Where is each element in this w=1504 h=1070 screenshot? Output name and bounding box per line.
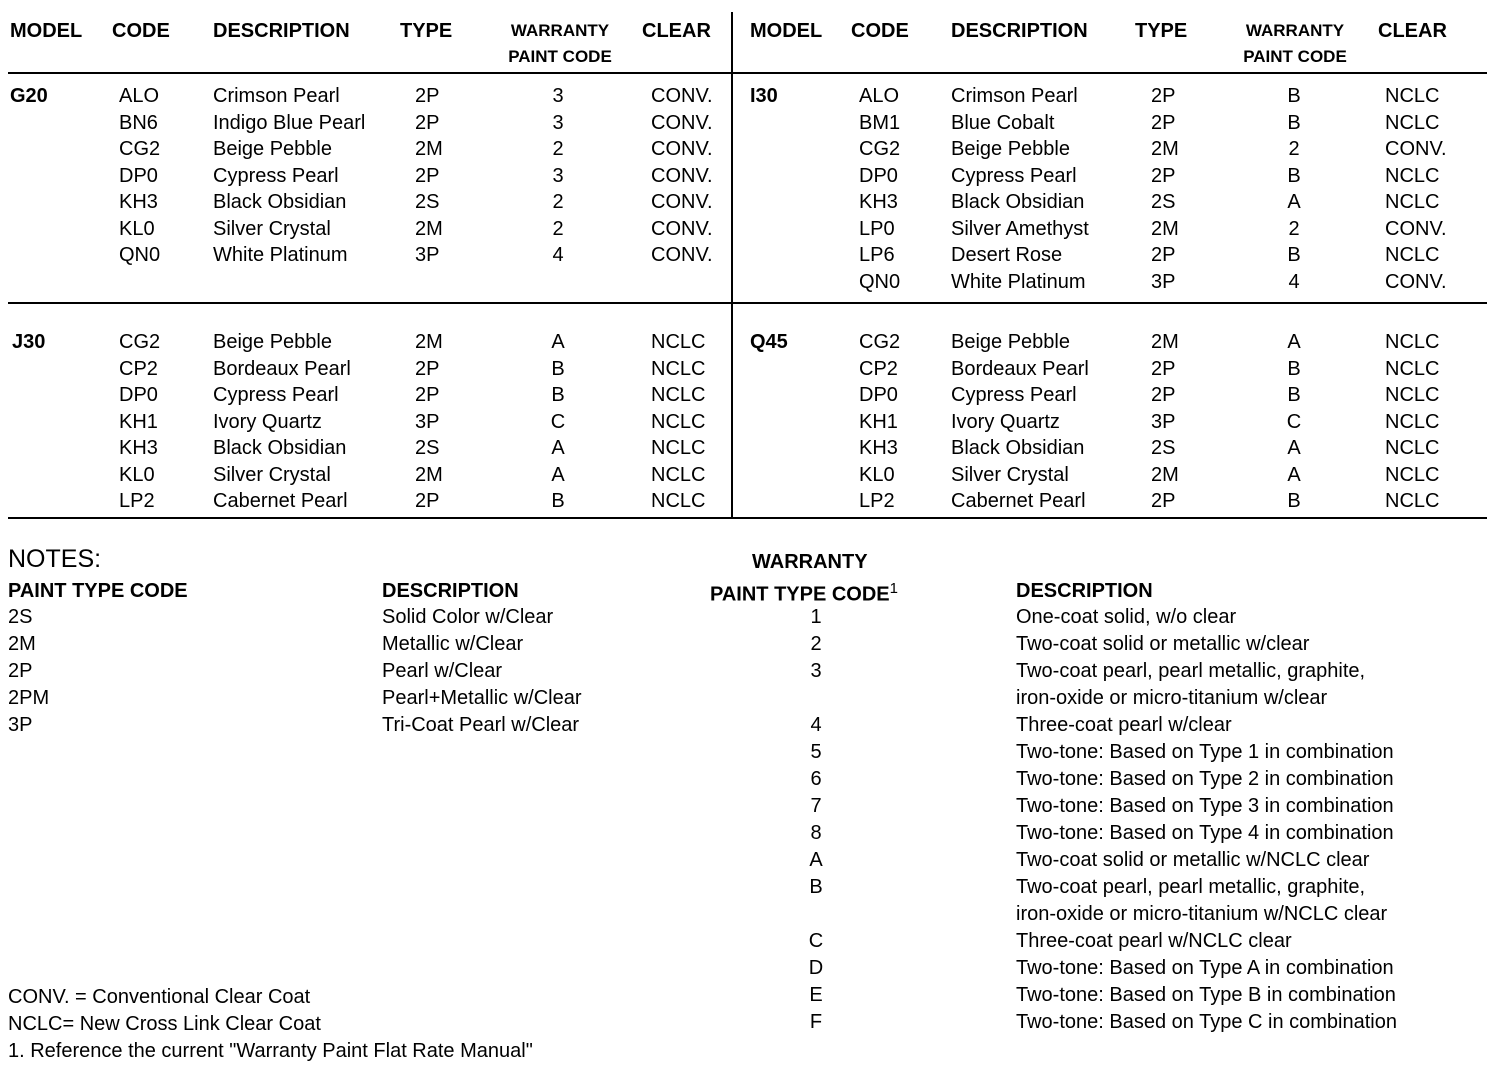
i30-warranty: B — [1287, 244, 1301, 266]
j30-code: CG2 — [119, 331, 161, 353]
notes-title: NOTES: — [8, 545, 102, 573]
header-warranty-line1: WARRANTY — [510, 21, 610, 40]
j30-clear: NCLC — [651, 384, 706, 406]
g20-clear-column — [651, 83, 713, 269]
g20-description: Black Obsidian — [213, 191, 347, 213]
j30-type: 2M — [415, 331, 443, 353]
g20-description: Indigo Blue Pearl — [213, 111, 366, 134]
q45-description: Ivory Quartz — [951, 410, 1060, 433]
warranty-description: Two-coat solid or metallic w/clear — [1016, 633, 1310, 655]
i30-code: DP0 — [859, 164, 898, 187]
q45-description: Cabernet Pearl — [951, 490, 1086, 512]
warranty-code: F — [809, 1011, 823, 1033]
g20-warranty: 2 — [552, 191, 564, 213]
warranty-code: E — [809, 984, 823, 1006]
j30-description: Black Obsidian — [213, 437, 347, 459]
q45-warranty: A — [1287, 463, 1301, 486]
q45-code: CP2 — [859, 357, 898, 380]
j30-warranty: B — [551, 357, 565, 380]
paint-type-description: Metallic w/Clear — [382, 633, 524, 655]
i30-description: Blue Cobalt — [951, 111, 1055, 134]
header-warranty-line2: PAINT CODE — [1243, 47, 1347, 66]
q45-warranty: B — [1287, 384, 1301, 406]
g20-code: KL0 — [119, 217, 155, 240]
q45-warranty: B — [1287, 490, 1301, 512]
i30-code: QN0 — [859, 270, 901, 293]
i30-type: 2M — [1151, 138, 1179, 160]
paint-type-description-header: DESCRIPTION — [382, 580, 519, 602]
j30-code: DP0 — [119, 384, 158, 406]
q45-description-column — [951, 329, 1089, 515]
i30-description: White Platinum — [951, 270, 1086, 293]
paint-type-description: Pearl w/Clear — [382, 660, 503, 682]
header-code-left: CODE — [112, 20, 170, 42]
j30-code: KL0 — [119, 463, 155, 486]
header-warranty-line2: PAINT CODE — [508, 47, 612, 66]
j30-code: KH1 — [119, 410, 158, 433]
i30-description-column — [951, 83, 1089, 295]
warranty-code: C — [808, 930, 824, 952]
warranty-description: Two-tone: Based on Type B in combination — [1016, 984, 1396, 1006]
section-divider — [8, 302, 1487, 304]
g20-code: BN6 — [119, 111, 158, 134]
j30-description: Silver Crystal — [213, 463, 331, 486]
q45-code: DP0 — [859, 384, 898, 406]
warranty-code: A — [809, 849, 823, 871]
q45-clear: NCLC — [1385, 490, 1440, 512]
warranty-code: B — [809, 876, 823, 898]
q45-clear: NCLC — [1385, 357, 1440, 380]
warranty-code: D — [808, 957, 824, 979]
i30-type: 2P — [1151, 111, 1176, 134]
i30-type: 2P — [1151, 85, 1176, 107]
q45-description: Silver Crystal — [951, 463, 1069, 486]
warranty-description-list — [1016, 604, 1397, 1036]
q45-code: KH3 — [859, 437, 898, 459]
g20-clear: CONV. — [651, 164, 713, 187]
warranty-description: One-coat solid, w/o clear — [1016, 606, 1237, 628]
j30-warranty: C — [550, 410, 566, 433]
warranty-header-line2 — [710, 580, 898, 607]
q45-type-column — [1151, 329, 1179, 515]
j30-type: 3P — [415, 410, 440, 433]
g20-warranty: 2 — [552, 138, 564, 160]
g20-type: 2M — [415, 217, 443, 240]
paint-type-description: Solid Color w/Clear — [382, 606, 554, 628]
i30-code: ALO — [859, 85, 900, 107]
j30-warranty: B — [551, 384, 565, 406]
g20-warranty: 3 — [552, 85, 564, 107]
q45-warranty: C — [1286, 410, 1302, 433]
paint-type-code-header: PAINT TYPE CODE — [8, 580, 188, 602]
g20-warranty: 4 — [552, 244, 564, 266]
header-code-right: CODE — [851, 20, 909, 42]
i30-type-column — [1151, 83, 1179, 295]
g20-type: 2P — [415, 111, 440, 134]
j30-clear: NCLC — [651, 490, 706, 512]
header-model-right: MODEL — [750, 20, 823, 42]
i30-type: 3P — [1151, 270, 1176, 293]
j30-code-column — [119, 329, 160, 515]
model-q45: Q45 — [750, 331, 788, 353]
i30-clear: CONV. — [1385, 217, 1447, 240]
g20-warranty: 2 — [552, 217, 564, 240]
q45-description: Cypress Pearl — [951, 384, 1077, 406]
header-warranty-left — [490, 18, 630, 70]
j30-warranty: B — [551, 490, 565, 512]
j30-description: Ivory Quartz — [213, 410, 322, 433]
i30-type: 2P — [1151, 164, 1176, 187]
j30-code: CP2 — [119, 357, 158, 380]
j30-clear: NCLC — [651, 357, 706, 380]
warranty-description: Two-tone: Based on Type A in combination — [1016, 957, 1394, 979]
paint-type-code: 3P — [8, 714, 33, 736]
warranty-code: 4 — [810, 714, 822, 736]
header-clear-left: CLEAR — [642, 20, 711, 42]
warranty-code-list — [800, 604, 832, 1036]
q45-warranty: B — [1287, 357, 1301, 380]
g20-warranty: 3 — [552, 164, 564, 187]
g20-description: Cypress Pearl — [213, 164, 339, 187]
j30-clear: NCLC — [651, 331, 706, 353]
table-bottom-rule — [8, 517, 1487, 519]
model-i30: I30 — [750, 85, 778, 107]
i30-description: Desert Rose — [951, 244, 1063, 266]
j30-warranty-column — [538, 329, 578, 515]
q45-clear-column — [1385, 329, 1439, 515]
warranty-code: 5 — [810, 741, 822, 763]
q45-type: 2M — [1151, 463, 1179, 486]
j30-description: Beige Pebble — [213, 331, 332, 353]
g20-description: Crimson Pearl — [213, 85, 340, 107]
j30-type: 2M — [415, 463, 443, 486]
i30-description: Black Obsidian — [951, 191, 1085, 213]
j30-type: 2P — [415, 357, 440, 380]
q45-code: LP2 — [859, 490, 895, 512]
warranty-description: Two-tone: Based on Type 3 in combination — [1016, 795, 1394, 817]
header-model-left: MODEL — [10, 20, 83, 42]
j30-type-column — [415, 329, 443, 515]
warranty-description-cont: iron-oxide or micro-titanium w/clear — [1016, 687, 1328, 709]
warranty-description: Three-coat pearl w/clear — [1016, 714, 1232, 736]
i30-type: 2P — [1151, 244, 1176, 266]
header-divider — [8, 72, 1487, 74]
q45-type: 2P — [1151, 357, 1176, 380]
j30-description: Cabernet Pearl — [213, 490, 348, 512]
i30-warranty: B — [1287, 164, 1301, 187]
g20-clear: CONV. — [651, 244, 713, 266]
q45-clear: NCLC — [1385, 437, 1440, 459]
g20-warranty: 3 — [552, 111, 564, 134]
j30-clear: NCLC — [651, 463, 706, 486]
g20-description: White Platinum — [213, 244, 348, 266]
g20-type: 3P — [415, 244, 440, 266]
warranty-header-text: PAINT TYPE CODE — [710, 583, 890, 606]
warranty-code: 1 — [810, 606, 822, 628]
header-description-left: DESCRIPTION — [213, 20, 350, 42]
warranty-description: Two-coat solid or metallic w/NCLC clear — [1016, 849, 1370, 871]
header-warranty-line1: WARRANTY — [1245, 21, 1345, 40]
g20-code: QN0 — [119, 244, 161, 266]
paint-type-code: 2PM — [8, 687, 50, 709]
paint-type-code: 2S — [8, 606, 33, 628]
q45-type: 2P — [1151, 490, 1176, 512]
q45-description: Black Obsidian — [951, 437, 1085, 459]
i30-code-column — [859, 83, 900, 295]
q45-type: 2P — [1151, 384, 1176, 406]
footnote: 1. Reference the current "Warranty Paint Flat Rate Manual" — [8, 1040, 533, 1062]
paint-type-description-list — [382, 604, 582, 739]
j30-code: LP2 — [119, 490, 155, 512]
g20-type-column — [415, 83, 443, 269]
j30-warranty: A — [551, 331, 565, 353]
q45-warranty-column — [1274, 329, 1314, 515]
q45-description: Beige Pebble — [951, 331, 1070, 353]
i30-clear: NCLC — [1385, 111, 1440, 134]
g20-description: Beige Pebble — [213, 138, 332, 160]
g20-code-column — [119, 83, 160, 269]
i30-code: CG2 — [859, 138, 901, 160]
g20-code: ALO — [119, 85, 160, 107]
j30-warranty: A — [551, 437, 565, 459]
g20-description-column — [213, 83, 365, 269]
paint-type-description: Pearl+Metallic w/Clear — [382, 687, 582, 709]
q45-type: 3P — [1151, 410, 1176, 433]
warranty-header-line1: WARRANTY — [752, 551, 868, 573]
j30-warranty: A — [551, 463, 565, 486]
paint-type-description: Tri-Coat Pearl w/Clear — [382, 714, 580, 736]
model-g20: G20 — [10, 85, 48, 107]
i30-warranty: 2 — [1288, 138, 1300, 160]
q45-code: CG2 — [859, 331, 901, 353]
g20-type: 2P — [415, 164, 440, 187]
q45-code: KH1 — [859, 410, 898, 433]
i30-clear: NCLC — [1385, 164, 1440, 187]
warranty-description: Three-coat pearl w/NCLC clear — [1016, 930, 1292, 952]
warranty-code: 6 — [810, 768, 822, 790]
i30-code: KH3 — [859, 191, 898, 213]
g20-code: CG2 — [119, 138, 161, 160]
g20-clear: CONV. — [651, 191, 713, 213]
j30-clear: NCLC — [651, 410, 706, 433]
i30-clear-column — [1385, 83, 1447, 295]
header-type-left: TYPE — [400, 20, 453, 42]
j30-code: KH3 — [119, 437, 158, 459]
q45-clear: NCLC — [1385, 331, 1440, 353]
j30-type: 2P — [415, 490, 440, 512]
g20-clear: CONV. — [651, 111, 713, 134]
header-warranty-right — [1225, 18, 1365, 70]
q45-description: Bordeaux Pearl — [951, 357, 1089, 380]
i30-clear: CONV. — [1385, 270, 1447, 293]
i30-warranty: B — [1287, 85, 1301, 107]
i30-warranty: 4 — [1288, 270, 1300, 293]
i30-clear: NCLC — [1385, 85, 1440, 107]
warranty-description: Two-tone: Based on Type 4 in combination — [1016, 822, 1394, 844]
i30-clear: NCLC — [1385, 191, 1440, 213]
g20-type: 2M — [415, 138, 443, 160]
j30-description: Cypress Pearl — [213, 384, 339, 406]
paint-type-code-list — [8, 604, 49, 739]
model-j30: J30 — [12, 331, 46, 353]
i30-warranty: 2 — [1288, 217, 1300, 240]
i30-warranty: A — [1287, 191, 1301, 213]
g20-type: 2P — [415, 85, 440, 107]
i30-code: LP6 — [859, 244, 895, 266]
i30-description: Cypress Pearl — [951, 164, 1077, 187]
warranty-code: 8 — [810, 822, 822, 844]
j30-type: 2S — [415, 437, 440, 459]
q45-type: 2S — [1151, 437, 1176, 459]
paint-type-code: 2P — [8, 660, 33, 682]
warranty-description: Two-tone: Based on Type 2 in combination — [1016, 768, 1394, 790]
i30-type: 2S — [1151, 191, 1176, 213]
i30-description: Beige Pebble — [951, 138, 1070, 160]
j30-clear: NCLC — [651, 437, 706, 459]
warranty-code: 7 — [810, 795, 822, 817]
j30-clear-column — [651, 329, 705, 515]
warranty-description: Two-tone: Based on Type C in combination — [1016, 1011, 1397, 1033]
q45-clear: NCLC — [1385, 384, 1440, 406]
i30-warranty-column — [1274, 83, 1314, 295]
q45-code: KL0 — [859, 463, 895, 486]
header-clear-right: CLEAR — [1378, 20, 1447, 42]
g20-code: DP0 — [119, 164, 158, 187]
warranty-description-cont: iron-oxide or micro-titanium w/NCLC clear — [1016, 903, 1388, 925]
i30-type: 2M — [1151, 217, 1179, 240]
j30-description-column — [213, 329, 351, 515]
i30-code: BM1 — [859, 111, 901, 134]
warranty-description: Two-coat pearl, pearl metallic, graphite, — [1016, 660, 1366, 682]
nclc-note: NCLC= New Cross Link Clear Coat — [8, 1013, 321, 1035]
i30-code: LP0 — [859, 217, 895, 240]
i30-clear: NCLC — [1385, 244, 1440, 266]
g20-description: Silver Crystal — [213, 217, 331, 240]
g20-clear: CONV. — [651, 85, 713, 107]
g20-warranty-column — [538, 83, 578, 269]
header-description-right: DESCRIPTION — [951, 20, 1088, 42]
i30-clear: CONV. — [1385, 138, 1447, 160]
g20-type: 2S — [415, 191, 440, 213]
i30-warranty: B — [1287, 111, 1301, 134]
warranty-code: 3 — [810, 660, 822, 682]
q45-type: 2M — [1151, 331, 1179, 353]
warranty-description: Two-tone: Based on Type 1 in combination — [1016, 741, 1394, 763]
warranty-description: Two-coat pearl, pearl metallic, graphite, — [1016, 876, 1366, 898]
j30-type: 2P — [415, 384, 440, 406]
g20-clear: CONV. — [651, 217, 713, 240]
i30-description: Silver Amethyst — [951, 217, 1089, 240]
header-type-right: TYPE — [1135, 20, 1188, 42]
q45-clear: NCLC — [1385, 410, 1440, 433]
g20-code: KH3 — [119, 191, 158, 213]
warranty-code: 2 — [810, 633, 822, 655]
i30-description: Crimson Pearl — [951, 85, 1078, 107]
q45-clear: NCLC — [1385, 463, 1440, 486]
paint-type-code: 2M — [8, 633, 36, 655]
conv-note: CONV. = Conventional Clear Coat — [8, 986, 311, 1008]
j30-description: Bordeaux Pearl — [213, 357, 351, 380]
g20-clear: CONV. — [651, 138, 713, 160]
footnote-marker: 1 — [889, 580, 898, 597]
warranty-description-header: DESCRIPTION — [1016, 580, 1153, 602]
column-divider — [731, 12, 733, 518]
q45-warranty: A — [1287, 331, 1301, 353]
q45-code-column — [859, 329, 900, 515]
q45-warranty: A — [1287, 437, 1301, 459]
